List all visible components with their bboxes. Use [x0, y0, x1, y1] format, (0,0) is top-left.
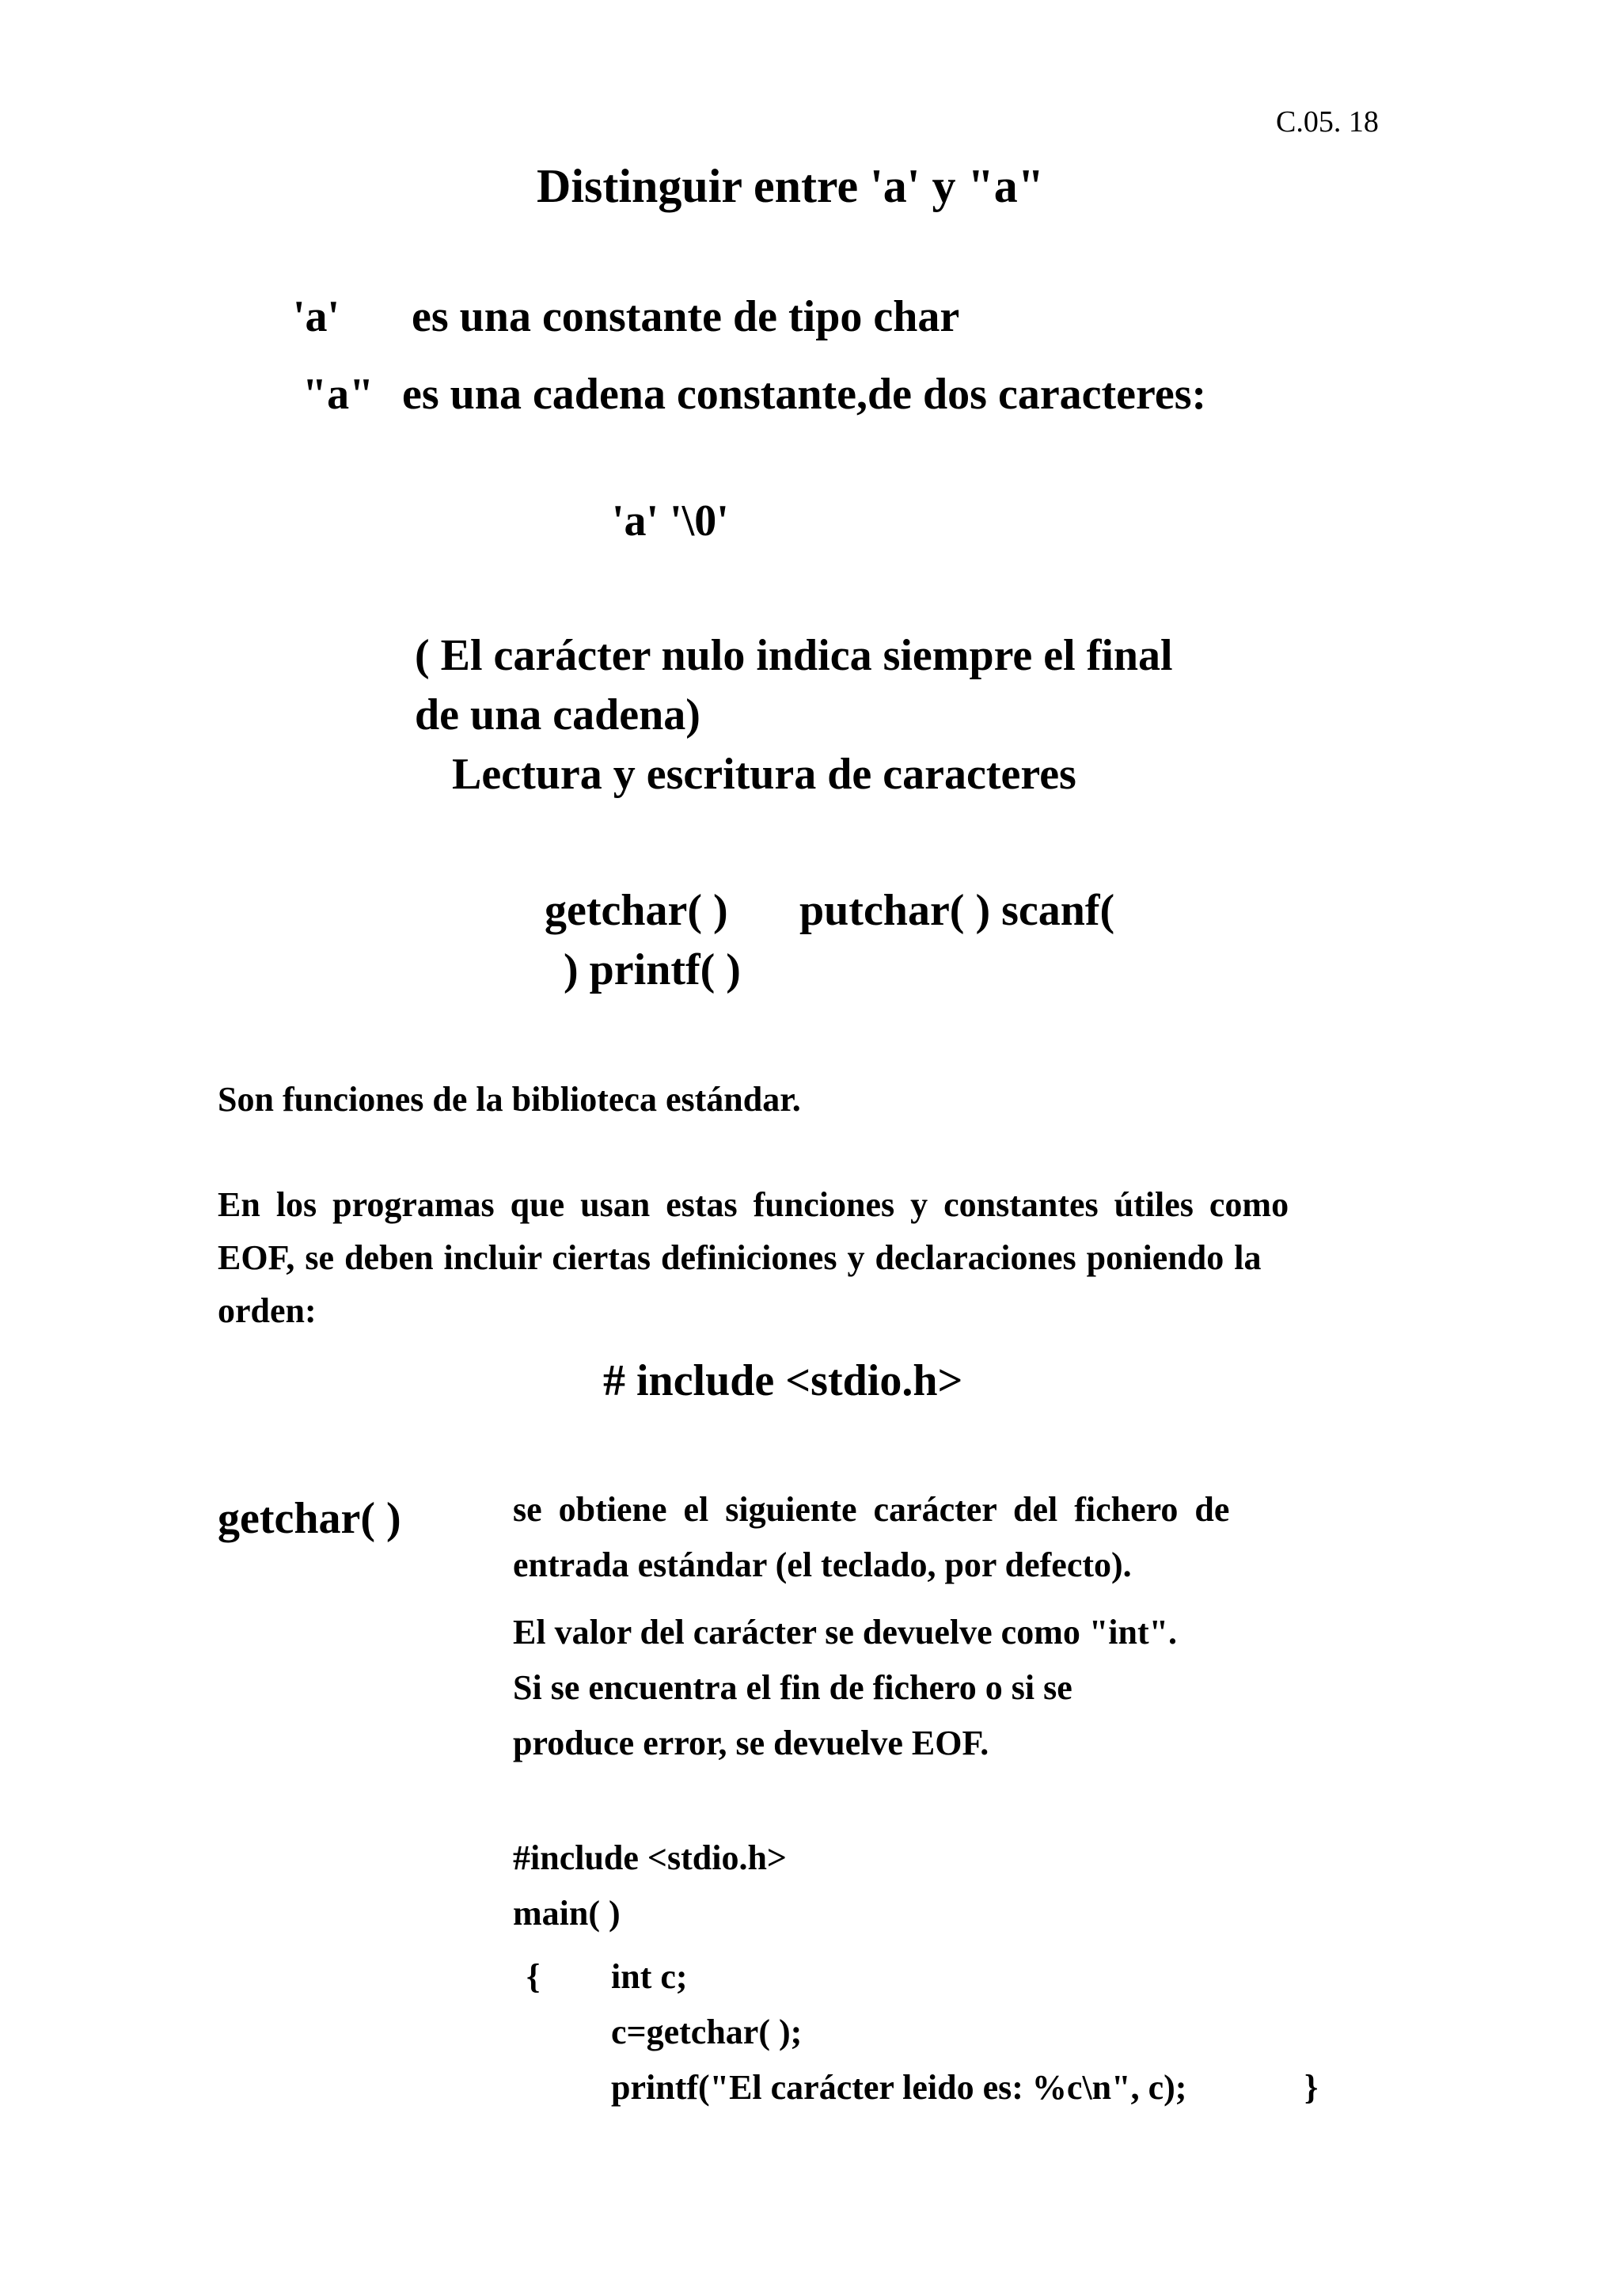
string-definition: es una cadena constante,de dos caracteres: [402, 370, 1207, 419]
code-include: #include <stdio.h> [513, 1838, 788, 1877]
function-printf: ) printf( ) [564, 945, 741, 994]
code-line-int: int c; [611, 1957, 688, 1996]
code-line-printf: printf("El carácter leido es: %c\n", c); [611, 2068, 1187, 2107]
page-number: C.05. 18 [1276, 105, 1379, 139]
string-symbol: "a" [302, 370, 374, 419]
include-paragraph-line-3: orden: [218, 1291, 317, 1330]
library-note: Son funciones de la biblioteca estándar. [218, 1080, 801, 1119]
function-getchar: getchar( ) [545, 886, 728, 935]
null-note-line-1: ( El carácter nulo indica siempre el final [415, 631, 1173, 680]
function-putchar-scanf: putchar( ) scanf( [799, 886, 1115, 935]
getchar-name: getchar( ) [218, 1494, 401, 1543]
char-definition: es una constante de tipo char [412, 292, 960, 341]
string-chars: 'a' '\0' [612, 496, 729, 545]
code-line-getchar: c=getchar( ); [611, 2013, 803, 2051]
getchar-desc-line-4: Si se encuentra el fin de fichero o si se [513, 1668, 1072, 1707]
getchar-desc-line-5: produce error, se devuelve EOF. [513, 1724, 989, 1762]
code-close-brace: } [1304, 2068, 1319, 2107]
include-paragraph-line-2: EOF, se deben incluir ciertas definiciones y declaraciones poniendo la [218, 1238, 1262, 1277]
getchar-desc-line-2: entrada estándar (el teclado, por defecto). [513, 1545, 1132, 1584]
null-note-line-2: de una cadena) [415, 690, 700, 739]
include-paragraph-line-1: En los programas que usan estas funciones y constantes útiles como [218, 1185, 1289, 1224]
code-open-brace: { [526, 1957, 541, 1996]
char-symbol: 'a' [293, 292, 340, 341]
section-title: Lectura y escritura de caracteres [452, 750, 1076, 799]
code-main: main( ) [513, 1894, 621, 1933]
page-title: Distinguir entre 'a' y "a" [537, 160, 1045, 212]
include-directive: # include <stdio.h> [603, 1356, 963, 1405]
getchar-desc-line-1: se obtiene el siguiente carácter del fichero de [513, 1490, 1230, 1529]
getchar-desc-line-3: El valor del carácter se devuelve como "int". [513, 1613, 1178, 1652]
